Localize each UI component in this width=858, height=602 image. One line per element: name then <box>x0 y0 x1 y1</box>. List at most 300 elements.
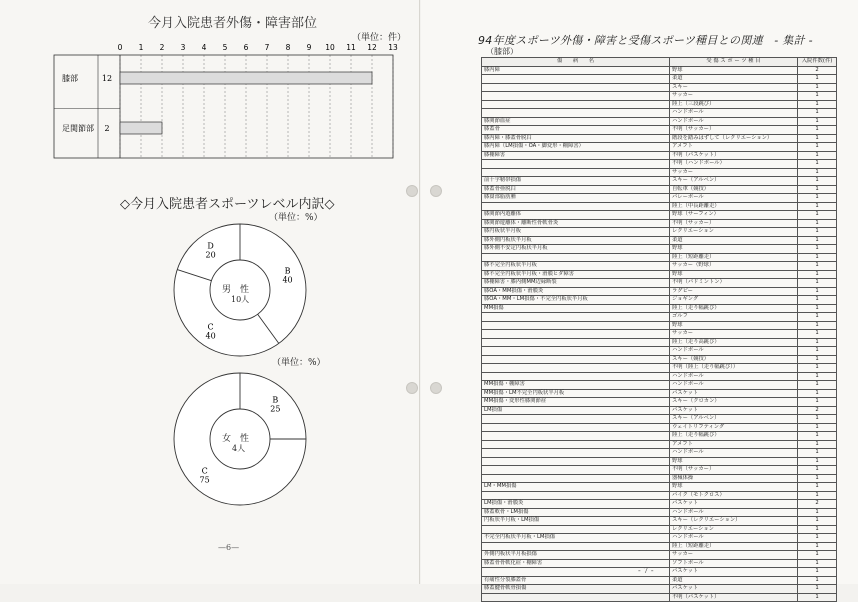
sport-cell: 柔道 <box>670 75 798 84</box>
category-label: 膝部 <box>62 74 78 83</box>
count-cell: 1 <box>798 219 837 228</box>
diagnosis-cell <box>482 415 670 424</box>
table-row <box>482 474 837 483</box>
table-row <box>482 109 837 118</box>
slice-value: 25 <box>270 404 281 414</box>
diagnosis-cell: 膝棚障害・膝内側MM辺縁断裂 <box>482 279 670 288</box>
header-count: 入院件数(件) <box>798 58 837 67</box>
sport-cell: ハンドボール <box>670 381 798 390</box>
diagnosis-cell: 膝関節遊離体・離断性骨軟骨炎 <box>482 219 670 228</box>
table-row <box>482 330 837 339</box>
sport-cell: ウェイトリフティング <box>670 423 798 432</box>
count-cell: 1 <box>798 126 837 135</box>
diagnosis-cell <box>482 92 670 101</box>
diagnosis-cell: 膝蓋骨骨軟化症・棚障害 <box>482 559 670 568</box>
x-tick-label: 5 <box>222 43 228 52</box>
count-cell: 1 <box>798 185 837 194</box>
count-cell: 1 <box>798 236 837 245</box>
header-sport: 受 傷 ス ポ ー ツ 種 目 <box>670 58 798 67</box>
sport-cell: スキー（アルペン） <box>670 415 798 424</box>
injury-sports-table <box>481 57 837 602</box>
count-cell: 1 <box>798 245 837 254</box>
binder-hole-bottom <box>406 382 418 394</box>
count-cell: 1 <box>798 177 837 186</box>
header-diagnosis: 傷 病 名 <box>482 58 670 67</box>
sport-cell: 陸上（短距離走） <box>670 253 798 262</box>
sport-cell: サッカー <box>670 92 798 101</box>
table-row <box>482 551 837 560</box>
table-row <box>482 440 837 449</box>
table-row <box>482 228 837 237</box>
table-row <box>482 500 837 509</box>
sport-cell: 野球 <box>670 321 798 330</box>
slice-label: B <box>284 266 291 276</box>
count-cell: 1 <box>798 347 837 356</box>
count-cell: 1 <box>798 330 837 339</box>
diagnosis-cell <box>482 593 670 602</box>
sport-cell: 野球 <box>670 483 798 492</box>
diagnosis-cell: 前十字靭帯損傷 <box>482 177 670 186</box>
table-row <box>482 559 837 568</box>
injury-bar-chart <box>0 0 420 165</box>
sport-cell: ゴルフ <box>670 313 798 322</box>
value-label: 2 <box>104 124 110 133</box>
injury-chart-unit: （単位：件） <box>352 33 407 43</box>
table-row <box>482 415 837 424</box>
sport-cell: サッカー <box>670 551 798 560</box>
sport-cell: サッカー <box>670 330 798 339</box>
female-chart-unit: （単位：%） <box>272 358 326 368</box>
diagnosis-cell <box>482 355 670 364</box>
diagnosis-cell: 膝内障 <box>482 66 670 75</box>
diagnosis-cell: 膝関節血症 <box>482 117 670 126</box>
sport-cell: ハンドボール <box>670 109 798 118</box>
table-row <box>482 185 837 194</box>
table-title: 94年度スポーツ外傷・障害と受傷スポーツ種目との関連 - 集計 - <box>478 34 813 47</box>
diagnosis-cell: 円板状半月板・LM損傷 <box>482 517 670 526</box>
count-cell: 1 <box>798 508 837 517</box>
x-tick-label: 6 <box>243 43 249 52</box>
count-cell: 1 <box>798 534 837 543</box>
sport-cell: 陸上（走り幅跳び） <box>670 304 798 313</box>
sport-cell: バスケット <box>670 568 798 577</box>
diagnosis-cell <box>482 253 670 262</box>
count-cell: 1 <box>798 483 837 492</box>
table-row <box>482 168 837 177</box>
slice-label: B <box>272 395 279 405</box>
diagnosis-cell: MM損傷・変形性膝関節症 <box>482 398 670 407</box>
diagnosis-cell <box>482 109 670 118</box>
sport-cell: スキー（アルペン） <box>670 177 798 186</box>
table-subtitle: （膝部） <box>486 47 518 56</box>
count-cell: 2 <box>798 66 837 75</box>
x-tick-label: 12 <box>367 43 377 52</box>
x-tick-label: 8 <box>285 43 291 52</box>
table-row <box>482 457 837 466</box>
table-row <box>482 398 837 407</box>
sport-cell: バイク（モトクロス） <box>670 491 798 500</box>
sport-cell: 陸上（短距離走） <box>670 542 798 551</box>
sport-cell: サッカー（野球） <box>670 262 798 271</box>
count-cell: 1 <box>798 211 837 220</box>
diagnosis-cell <box>482 432 670 441</box>
count-cell: 1 <box>798 525 837 534</box>
count-cell: 1 <box>798 381 837 390</box>
injury-chart-title: 今月入院患者外傷・障害部位 <box>148 16 318 31</box>
diagnosis-cell <box>482 440 670 449</box>
table-row <box>482 100 837 109</box>
count-cell: 1 <box>798 296 837 305</box>
table-row <box>482 432 837 441</box>
count-cell: 1 <box>798 389 837 398</box>
count-cell: 1 <box>798 423 837 432</box>
diagnosis-cell <box>482 542 670 551</box>
table-row <box>482 355 837 364</box>
diagnosis-cell: LM・MM損傷 <box>482 483 670 492</box>
sport-cell: スキー <box>670 83 798 92</box>
diagnosis-cell <box>482 75 670 84</box>
diagnosis-cell: 膝蓋腱骨軟骨損傷 <box>482 585 670 594</box>
female-center-label: 女 性 <box>222 434 250 444</box>
slice-label: D <box>207 241 214 251</box>
sport-cell: 不明（ハンドボール） <box>670 160 798 169</box>
diagnosis-cell <box>482 202 670 211</box>
sport-cell: アメフト <box>670 440 798 449</box>
diagnosis-cell <box>482 491 670 500</box>
count-cell: 1 <box>798 253 837 262</box>
binder-hole-top-right <box>430 185 442 197</box>
diagnosis-cell: 膝OA・MM損傷・滑膜炎 <box>482 287 670 296</box>
diagnosis-cell: MM損傷・LM不完全円板状半月板 <box>482 389 670 398</box>
diagnosis-cell <box>482 160 670 169</box>
diagnosis-cell: 不完全円板状半月板・LM損傷 <box>482 534 670 543</box>
table-row <box>482 75 837 84</box>
table-row <box>482 389 837 398</box>
sport-cell: 野球 <box>670 270 798 279</box>
count-cell: 1 <box>798 466 837 475</box>
left-page-number: —6— <box>218 543 240 552</box>
sport-cell: ハンドボール <box>670 534 798 543</box>
diagnosis-cell: 膝関節内遊離体 <box>482 211 670 220</box>
sport-cell: 柔道 <box>670 576 798 585</box>
count-cell: 1 <box>798 568 837 577</box>
count-cell: 1 <box>798 551 837 560</box>
count-cell: 1 <box>798 75 837 84</box>
table-row <box>482 83 837 92</box>
sport-cell: 陸上（走り高跳び） <box>670 338 798 347</box>
table-row <box>482 321 837 330</box>
x-tick-label: 9 <box>306 43 312 52</box>
table-row <box>482 576 837 585</box>
table-row <box>482 304 837 313</box>
sport-cell: 野球 <box>670 245 798 254</box>
count-cell: 1 <box>798 576 837 585</box>
table-row <box>482 66 837 75</box>
sport-cell: 不明（バスケット） <box>670 151 798 160</box>
table-row <box>482 143 837 152</box>
table-row <box>482 372 837 381</box>
sport-cell: サッカー <box>670 168 798 177</box>
diagnosis-cell: 膝蓋骨亜脱臼 <box>482 185 670 194</box>
sport-cell: ハンドボール <box>670 372 798 381</box>
count-cell: 1 <box>798 585 837 594</box>
diagnosis-cell <box>482 423 670 432</box>
sport-cell: スキー（クロカン） <box>670 398 798 407</box>
count-cell: 1 <box>798 92 837 101</box>
count-cell: 2 <box>798 500 837 509</box>
x-tick-label: 2 <box>159 43 165 52</box>
diagnosis-cell <box>482 372 670 381</box>
bar <box>120 122 162 134</box>
table-row <box>482 381 837 390</box>
table-row <box>482 491 837 500</box>
diagnosis-cell: LM損傷・滑膜炎 <box>482 500 670 509</box>
count-cell: 2 <box>798 406 837 415</box>
count-cell: 1 <box>798 372 837 381</box>
count-cell: 1 <box>798 160 837 169</box>
table-row <box>482 338 837 347</box>
diagnosis-cell <box>482 330 670 339</box>
slice-value: 75 <box>199 475 210 485</box>
count-cell: 1 <box>798 474 837 483</box>
count-cell: 1 <box>798 432 837 441</box>
female-center-count: 4人 <box>232 444 246 453</box>
sport-cell: バレーボール <box>670 194 798 203</box>
diagnosis-cell <box>482 474 670 483</box>
sport-cell: ハンドボール <box>670 347 798 356</box>
diagnosis-cell <box>482 466 670 475</box>
chart-frame <box>54 55 393 158</box>
table-row <box>482 236 837 245</box>
count-cell: 1 <box>798 202 837 211</box>
sport-cell: バスケット <box>670 500 798 509</box>
binder-hole-top <box>406 185 418 197</box>
bar <box>120 72 372 84</box>
sport-cell: 陸上（三段跳び） <box>670 100 798 109</box>
table-row <box>482 177 837 186</box>
diagnosis-cell <box>482 457 670 466</box>
slice-label: C <box>207 322 214 332</box>
diagnosis-cell: 外側円板状半月板損傷 <box>482 551 670 560</box>
sports-level-title: ◇今月入院患者スポーツレベル内訳◇ <box>120 197 335 212</box>
x-tick-label: 3 <box>180 43 186 52</box>
diagnosis-cell <box>482 338 670 347</box>
table-row <box>482 202 837 211</box>
x-tick-label: 0 <box>117 43 123 52</box>
diagnosis-cell <box>482 313 670 322</box>
x-tick-label: 4 <box>201 43 207 52</box>
sport-cell: ラグビー <box>670 287 798 296</box>
table-row <box>482 92 837 101</box>
table-row <box>482 483 837 492</box>
table-row <box>482 568 837 577</box>
table-row <box>482 117 837 126</box>
diagnosis-cell: 膝内障（LM損傷・OA・脚変形・棚障害） <box>482 143 670 152</box>
sport-cell: スキー（レクリエーション） <box>670 517 798 526</box>
count-cell: 1 <box>798 134 837 143</box>
sport-cell: 不明（サッカー） <box>670 126 798 135</box>
diagnosis-cell: 膝蓋骨 <box>482 126 670 135</box>
sport-cell: 不明（サッカー） <box>670 219 798 228</box>
sport-cell: ソフトボール <box>670 559 798 568</box>
table-row <box>482 211 837 220</box>
diagnosis-cell <box>482 100 670 109</box>
count-cell: 1 <box>798 440 837 449</box>
table-row <box>482 542 837 551</box>
count-cell: 1 <box>798 83 837 92</box>
count-cell: 1 <box>798 262 837 271</box>
slice-value: 20 <box>205 250 216 260</box>
sport-cell: 野球（サーフィン） <box>670 211 798 220</box>
x-tick-label: 11 <box>346 43 356 52</box>
table-row <box>482 160 837 169</box>
diagnosis-cell: MM損傷 <box>482 304 670 313</box>
sport-cell: 不明（バスケット） <box>670 593 798 602</box>
count-cell: 1 <box>798 559 837 568</box>
count-cell: 1 <box>798 491 837 500</box>
sport-cell: バスケット <box>670 406 798 415</box>
table-row <box>482 245 837 254</box>
table-row <box>482 126 837 135</box>
diagnosis-cell: 膝不完全円板状半月板 <box>482 262 670 271</box>
table-row <box>482 134 837 143</box>
count-cell: 1 <box>798 228 837 237</box>
diagnosis-cell: 膝外側円板状半月板 <box>482 236 670 245</box>
table-row <box>482 219 837 228</box>
diagnosis-cell <box>482 449 670 458</box>
table-row <box>482 517 837 526</box>
diagnosis-cell: 膝棚障害 <box>482 151 670 160</box>
table-row <box>482 270 837 279</box>
diagnosis-cell <box>482 83 670 92</box>
sport-cell: スキー（競技） <box>670 355 798 364</box>
sport-cell: 不明（サッカー） <box>670 466 798 475</box>
table-row <box>482 466 837 475</box>
sport-cell: 階段を踏みはずして（レクリエーション） <box>670 134 798 143</box>
value-label: 12 <box>101 74 113 83</box>
sport-cell: 陸上（中長距離走） <box>670 202 798 211</box>
table-row <box>482 313 837 322</box>
sport-cell: アメフト <box>670 143 798 152</box>
count-cell: 1 <box>798 304 837 313</box>
count-cell: 1 <box>798 355 837 364</box>
diagnosis-cell: 膝外側不安定円板状半月板 <box>482 245 670 254</box>
x-tick-label: 13 <box>388 43 398 52</box>
table-row <box>482 406 837 415</box>
sport-cell: 不明（陸上（走り幅跳び）） <box>670 364 798 373</box>
right-page-number: - 7 - <box>638 566 654 575</box>
x-tick-label: 10 <box>325 43 335 52</box>
sport-cell: バスケット <box>670 389 798 398</box>
sport-cell: 器械体操 <box>670 474 798 483</box>
left-page <box>0 0 420 584</box>
diagnosis-cell: 膝窩部脂肪腫 <box>482 194 670 203</box>
count-cell: 1 <box>798 398 837 407</box>
diagnosis-cell <box>482 347 670 356</box>
table-row <box>482 585 837 594</box>
count-cell: 1 <box>798 593 837 602</box>
count-cell: 1 <box>798 449 837 458</box>
count-cell: 1 <box>798 457 837 466</box>
table-row <box>482 296 837 305</box>
diagnosis-cell <box>482 364 670 373</box>
count-cell: 1 <box>798 338 837 347</box>
diagnosis-cell: 膝内障・膝蓋骨脱臼 <box>482 134 670 143</box>
table-row <box>482 423 837 432</box>
binder-hole-bottom-right <box>430 382 442 394</box>
diagnosis-cell <box>482 525 670 534</box>
slice-label: C <box>201 466 208 476</box>
table-row <box>482 508 837 517</box>
sport-cell: 自転車（競技） <box>670 185 798 194</box>
sport-cell: レクリエーション <box>670 228 798 237</box>
table-row <box>482 253 837 262</box>
diagnosis-cell: 膝蓋軟骨・LM損傷 <box>482 508 670 517</box>
sport-cell: ハンドボール <box>670 117 798 126</box>
sport-cell: 柔道 <box>670 236 798 245</box>
count-cell: 1 <box>798 517 837 526</box>
count-cell: 1 <box>798 364 837 373</box>
table-row <box>482 287 837 296</box>
category-label: 足関節部 <box>62 124 94 133</box>
diagnosis-cell: MM損傷・棚障害 <box>482 381 670 390</box>
diagnosis-cell: 膝不完全円板状半月板・滑膜ヒダ障害 <box>482 270 670 279</box>
count-cell: 1 <box>798 415 837 424</box>
sport-cell: ジョギング <box>670 296 798 305</box>
count-cell: 1 <box>798 117 837 126</box>
count-cell: 1 <box>798 109 837 118</box>
diagnosis-cell: 膝円板状半月板 <box>482 228 670 237</box>
diagnosis-cell: 膝OA・MM・LM損傷・不完全円板状半月板 <box>482 296 670 305</box>
table-row <box>482 534 837 543</box>
sport-cell: 陸上（走り幅跳び） <box>670 432 798 441</box>
count-cell: 1 <box>798 313 837 322</box>
male-chart-unit: （単位：%） <box>269 213 323 223</box>
male-center-count: 10人 <box>231 295 250 304</box>
x-tick-label: 7 <box>264 43 270 52</box>
slice-value: 40 <box>205 331 216 341</box>
diagnosis-cell <box>482 321 670 330</box>
table-row <box>482 364 837 373</box>
sport-cell: ハンドボール <box>670 508 798 517</box>
table-row <box>482 449 837 458</box>
table-row <box>482 262 837 271</box>
diagnosis-cell: LM損傷 <box>482 406 670 415</box>
count-cell: 1 <box>798 287 837 296</box>
count-cell: 1 <box>798 143 837 152</box>
sport-cell: 野球 <box>670 457 798 466</box>
sport-cell: バスケット <box>670 585 798 594</box>
table-row <box>482 194 837 203</box>
male-center-label: 男 性 <box>222 285 250 295</box>
diagnosis-cell <box>482 168 670 177</box>
count-cell: 1 <box>798 542 837 551</box>
table-row <box>482 525 837 534</box>
sport-cell: ハンドボール <box>670 449 798 458</box>
count-cell: 1 <box>798 151 837 160</box>
count-cell: 1 <box>798 194 837 203</box>
slice-value: 40 <box>282 275 293 285</box>
table-row <box>482 593 837 602</box>
sport-cell: 野球 <box>670 66 798 75</box>
table-row <box>482 347 837 356</box>
count-cell: 1 <box>798 100 837 109</box>
count-cell: 1 <box>798 321 837 330</box>
table-row <box>482 279 837 288</box>
x-tick-label: 1 <box>138 43 144 52</box>
count-cell: 1 <box>798 279 837 288</box>
table-row <box>482 151 837 160</box>
